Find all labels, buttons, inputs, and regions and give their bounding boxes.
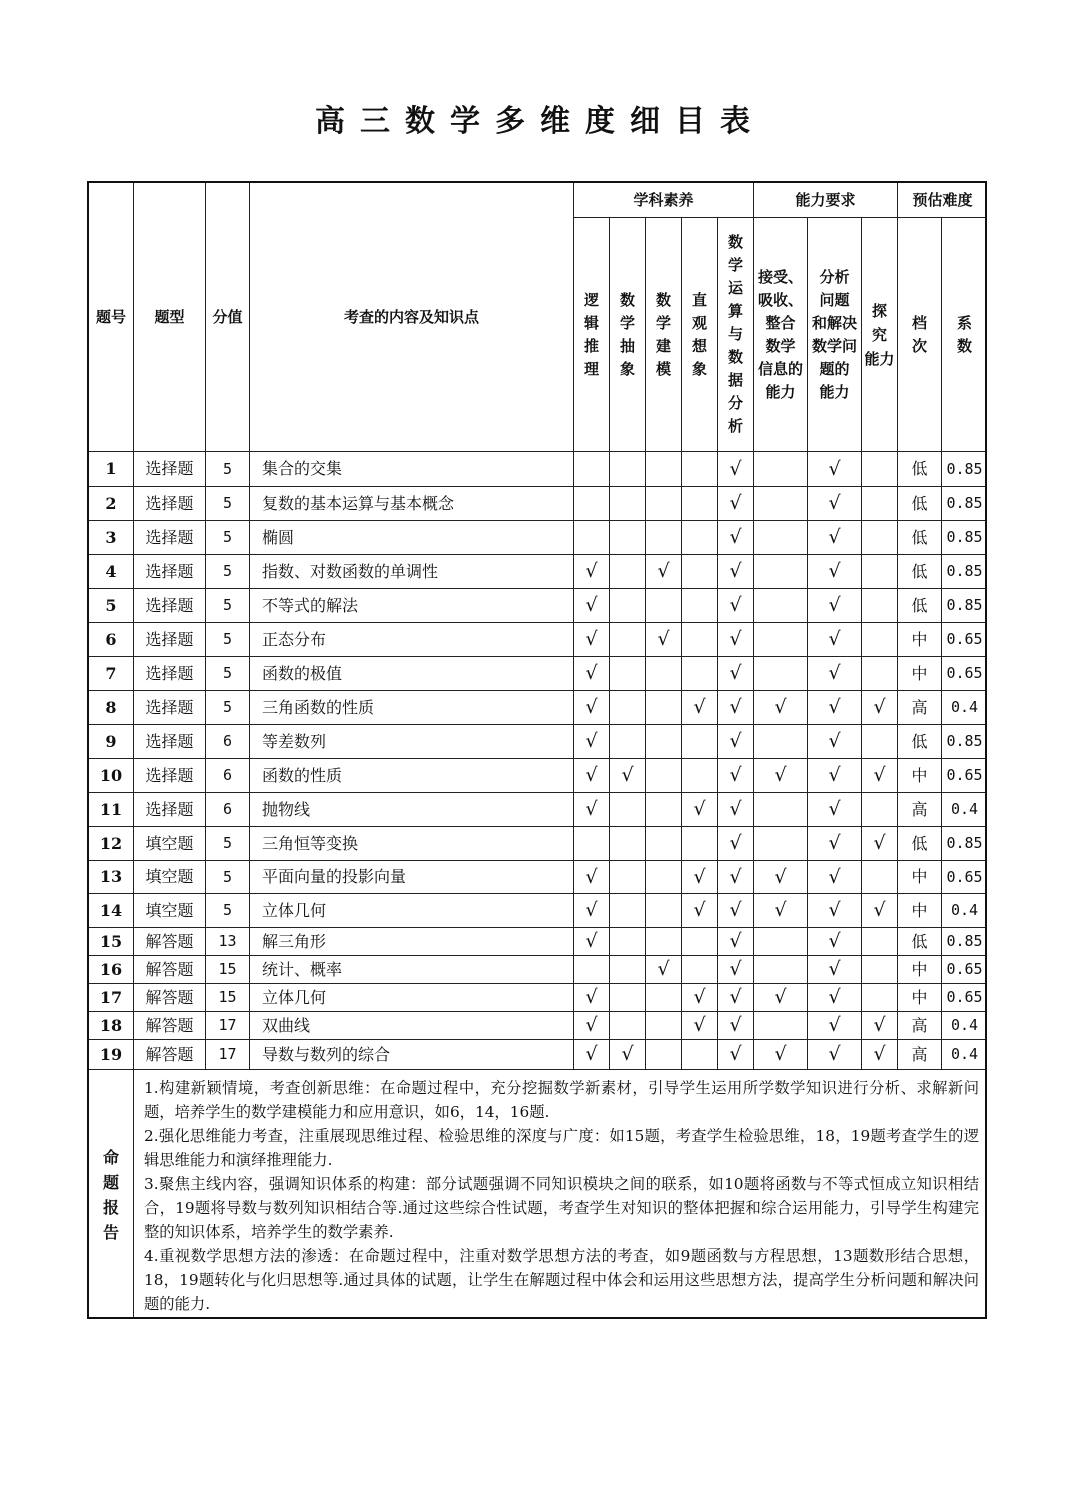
check-mark-logic: √ [574,793,610,827]
check-cell-info-ability [754,452,808,487]
report-paragraph: 3.聚焦主线内容，强调知识体系的构建：部分试题强调不同知识模块之间的联系，如10题将函数与不等式恒成立知识相结合，19题将导数与数列知识相结合等.通过这些综合性试题，考查学生对知识的整体把握和综合运用能力，引导学生构建完整的知识体系，培养学生的数学素养. [144,1175,979,1241]
row-number: 4 [89,555,134,589]
check-cell-intuition [682,487,718,521]
check-mark-explore: √ [862,827,898,861]
row-level: 低 [898,521,942,555]
check-cell-modeling [646,928,682,956]
report-paragraph: 4.重视数学思想方法的渗透：在命题过程中，注重对数学思想方法的考查，如9题函数与方程思想，13题数形结合思想，18，19题转化与化归思想等.通过具体的试题，让学生在解题过程中体会和运用这些思想方法，提高学生分析问题和解决问题的能力. [144,1247,979,1313]
check-mark-intuition: √ [682,1012,718,1040]
check-cell-abstraction [610,691,646,725]
row-coef: 0.65 [942,984,987,1012]
report-paragraph: 1.构建新颖情境，考查创新思维：在命题过程中，充分挖掘数学新素材，引导学生运用所学数学知识进行分析、求解新问题，培养学生的数学建模能力和应用意识，如6，14，16题. [144,1079,979,1121]
check-cell-abstraction [610,521,646,555]
header-sub-modeling: 数 学 建 模 [646,218,682,452]
row-coef: 0.65 [942,861,987,894]
row-number: 17 [89,984,134,1012]
row-score: 5 [206,452,250,487]
check-cell-abstraction [610,555,646,589]
check-mark-logic: √ [574,759,610,793]
check-cell-intuition [682,555,718,589]
check-cell-explore [862,793,898,827]
row-score: 5 [206,589,250,623]
check-cell-modeling [646,521,682,555]
check-mark-computation: √ [718,555,754,589]
check-mark-problem-ability: √ [808,984,862,1012]
check-cell-intuition [682,452,718,487]
check-mark-problem-ability: √ [808,452,862,487]
row-level: 中 [898,956,942,984]
row-coef: 0.4 [942,691,987,725]
check-cell-abstraction [610,725,646,759]
check-mark-computation: √ [718,956,754,984]
row-number: 14 [89,894,134,928]
check-mark-explore: √ [862,1012,898,1040]
row-content: 双曲线 [250,1012,574,1040]
check-mark-explore: √ [862,691,898,725]
check-mark-problem-ability: √ [808,894,862,928]
row-type: 选择题 [134,487,206,521]
row-score: 13 [206,928,250,956]
check-mark-computation: √ [718,793,754,827]
check-cell-intuition [682,657,718,691]
row-coef: 0.4 [942,1040,987,1070]
check-mark-logic: √ [574,894,610,928]
check-cell-info-ability [754,725,808,759]
check-cell-logic [574,956,610,984]
check-mark-computation: √ [718,861,754,894]
row-content: 统计、概率 [250,956,574,984]
check-mark-intuition: √ [682,691,718,725]
row-content: 三角函数的性质 [250,691,574,725]
row-level: 高 [898,1012,942,1040]
check-cell-abstraction [610,956,646,984]
check-cell-intuition [682,725,718,759]
row-score: 5 [206,487,250,521]
row-level: 低 [898,725,942,759]
check-cell-explore [862,928,898,956]
row-number: 3 [89,521,134,555]
check-mark-logic: √ [574,589,610,623]
row-content: 等差数列 [250,725,574,759]
report-paragraph: 2.强化思维能力考查，注重展现思维过程、检验思维的深度与广度：如15题，考查学生检验思维，18，19题考查学生的逻辑思维能力和演绎推理能力. [144,1127,979,1169]
row-number: 2 [89,487,134,521]
check-cell-modeling [646,894,682,928]
check-cell-modeling [646,657,682,691]
row-score: 5 [206,555,250,589]
row-number: 15 [89,928,134,956]
check-cell-modeling [646,452,682,487]
check-cell-modeling [646,984,682,1012]
check-cell-abstraction [610,589,646,623]
row-number: 9 [89,725,134,759]
row-score: 5 [206,657,250,691]
check-cell-modeling [646,1012,682,1040]
check-cell-abstraction [610,487,646,521]
row-type: 填空题 [134,894,206,928]
row-coef: 0.85 [942,725,987,759]
row-level: 高 [898,691,942,725]
check-mark-problem-ability: √ [808,1012,862,1040]
check-mark-explore: √ [862,1040,898,1070]
check-mark-logic: √ [574,657,610,691]
check-mark-problem-ability: √ [808,928,862,956]
row-type: 选择题 [134,452,206,487]
row-coef: 0.85 [942,928,987,956]
row-level: 高 [898,1040,942,1070]
row-content: 抛物线 [250,793,574,827]
row-type: 选择题 [134,657,206,691]
check-cell-explore [862,861,898,894]
check-mark-info-ability: √ [754,984,808,1012]
check-cell-logic [574,452,610,487]
check-mark-problem-ability: √ [808,793,862,827]
check-mark-problem-ability: √ [808,623,862,657]
row-coef: 0.4 [942,793,987,827]
check-mark-computation: √ [718,521,754,555]
row-level: 中 [898,894,942,928]
row-score: 5 [206,691,250,725]
check-cell-modeling [646,759,682,793]
header-sub-abstraction: 数 学 抽 象 [610,218,646,452]
check-mark-computation: √ [718,657,754,691]
header-group-literacy: 学科素养 [574,183,754,218]
check-mark-info-ability: √ [754,759,808,793]
row-content: 正态分布 [250,623,574,657]
row-coef: 0.65 [942,759,987,793]
row-level: 低 [898,555,942,589]
check-cell-info-ability [754,956,808,984]
row-type: 选择题 [134,589,206,623]
check-cell-abstraction [610,894,646,928]
row-coef: 0.65 [942,956,987,984]
report-body [134,1070,987,1319]
row-level: 中 [898,984,942,1012]
row-level: 中 [898,759,942,793]
check-cell-modeling [646,861,682,894]
check-mark-problem-ability: √ [808,657,862,691]
detail-table [87,181,987,1319]
header-sub-coef: 系 数 [942,218,987,452]
row-type: 选择题 [134,691,206,725]
row-content: 不等式的解法 [250,589,574,623]
check-mark-intuition: √ [682,984,718,1012]
check-cell-abstraction [610,861,646,894]
check-mark-problem-ability: √ [808,1040,862,1070]
check-cell-explore [862,521,898,555]
row-score: 5 [206,894,250,928]
check-mark-problem-ability: √ [808,725,862,759]
check-cell-explore [862,555,898,589]
check-mark-problem-ability: √ [808,691,862,725]
check-mark-computation: √ [718,452,754,487]
check-mark-computation: √ [718,1012,754,1040]
row-number: 11 [89,793,134,827]
row-level: 低 [898,452,942,487]
check-cell-intuition [682,623,718,657]
row-level: 低 [898,487,942,521]
row-content: 立体几何 [250,894,574,928]
check-cell-modeling [646,793,682,827]
row-coef: 0.85 [942,521,987,555]
check-mark-intuition: √ [682,861,718,894]
check-cell-info-ability [754,487,808,521]
row-type: 选择题 [134,623,206,657]
check-cell-explore [862,589,898,623]
header-content: 考查的内容及知识点 [250,183,574,452]
row-coef: 0.85 [942,555,987,589]
row-score: 15 [206,984,250,1012]
header-sub-level: 档 次 [898,218,942,452]
check-cell-info-ability [754,928,808,956]
row-type: 填空题 [134,861,206,894]
check-cell-modeling [646,827,682,861]
report-label: 命 题 报 告 [89,1070,134,1319]
row-coef: 0.85 [942,827,987,861]
check-mark-logic: √ [574,984,610,1012]
check-cell-explore [862,725,898,759]
check-mark-explore: √ [862,759,898,793]
header-sub-logic: 逻 辑 推 理 [574,218,610,452]
row-content: 函数的性质 [250,759,574,793]
row-type: 解答题 [134,956,206,984]
check-mark-problem-ability: √ [808,589,862,623]
row-coef: 0.65 [942,657,987,691]
header-sub-explore: 探 究 能力 [862,218,898,452]
check-cell-explore [862,657,898,691]
check-cell-explore [862,487,898,521]
row-coef: 0.85 [942,589,987,623]
row-type: 解答题 [134,984,206,1012]
row-number: 13 [89,861,134,894]
header-score: 分值 [206,183,250,452]
check-mark-modeling: √ [646,555,682,589]
row-number: 1 [89,452,134,487]
row-score: 5 [206,827,250,861]
check-cell-explore [862,623,898,657]
row-level: 中 [898,623,942,657]
row-type: 解答题 [134,1012,206,1040]
row-level: 中 [898,861,942,894]
row-content: 三角恒等变换 [250,827,574,861]
row-number: 19 [89,1040,134,1070]
header-qtype: 题型 [134,183,206,452]
row-level: 高 [898,793,942,827]
row-type: 选择题 [134,555,206,589]
check-mark-logic: √ [574,1012,610,1040]
check-mark-computation: √ [718,984,754,1012]
row-type: 选择题 [134,521,206,555]
check-cell-modeling [646,691,682,725]
row-type: 选择题 [134,725,206,759]
check-mark-intuition: √ [682,793,718,827]
check-mark-computation: √ [718,827,754,861]
check-cell-intuition [682,827,718,861]
row-type: 选择题 [134,793,206,827]
row-level: 低 [898,589,942,623]
check-cell-info-ability [754,589,808,623]
check-mark-logic: √ [574,555,610,589]
check-mark-computation: √ [718,928,754,956]
row-score: 17 [206,1040,250,1070]
check-mark-explore: √ [862,894,898,928]
check-mark-computation: √ [718,487,754,521]
check-mark-problem-ability: √ [808,759,862,793]
row-number: 18 [89,1012,134,1040]
row-score: 6 [206,759,250,793]
check-cell-info-ability [754,1012,808,1040]
check-mark-info-ability: √ [754,894,808,928]
check-cell-info-ability [754,793,808,827]
check-mark-computation: √ [718,589,754,623]
row-coef: 0.4 [942,1012,987,1040]
header-qno: 题号 [89,183,134,452]
row-number: 7 [89,657,134,691]
check-mark-problem-ability: √ [808,827,862,861]
row-score: 15 [206,956,250,984]
check-mark-computation: √ [718,1040,754,1070]
header-sub-intuition: 直 观 想 象 [682,218,718,452]
check-mark-logic: √ [574,1040,610,1070]
row-type: 选择题 [134,759,206,793]
check-cell-modeling [646,1040,682,1070]
row-type: 填空题 [134,827,206,861]
check-cell-intuition [682,928,718,956]
row-content: 集合的交集 [250,452,574,487]
check-cell-abstraction [610,452,646,487]
check-cell-modeling [646,725,682,759]
row-coef: 0.4 [942,894,987,928]
check-mark-problem-ability: √ [808,521,862,555]
header-group-difficulty: 预估难度 [898,183,987,218]
header-sub-info-ability: 接受、 吸收、 整合 数学 信息的 能力 [754,218,808,452]
row-level: 低 [898,827,942,861]
check-cell-info-ability [754,827,808,861]
check-mark-problem-ability: √ [808,956,862,984]
check-cell-abstraction [610,793,646,827]
check-cell-logic [574,827,610,861]
row-score: 5 [206,521,250,555]
check-mark-info-ability: √ [754,861,808,894]
row-coef: 0.85 [942,487,987,521]
check-mark-logic: √ [574,725,610,759]
check-cell-abstraction [610,623,646,657]
check-cell-explore [862,984,898,1012]
check-cell-abstraction [610,928,646,956]
row-number: 6 [89,623,134,657]
check-cell-info-ability [754,657,808,691]
check-mark-problem-ability: √ [808,487,862,521]
row-content: 解三角形 [250,928,574,956]
check-mark-info-ability: √ [754,691,808,725]
row-number: 8 [89,691,134,725]
check-cell-abstraction [610,827,646,861]
row-content: 复数的基本运算与基本概念 [250,487,574,521]
check-cell-intuition [682,589,718,623]
row-type: 解答题 [134,928,206,956]
check-cell-abstraction [610,984,646,1012]
page-title: 高三数学多维度细目表 [315,104,765,139]
row-content: 函数的极值 [250,657,574,691]
check-cell-explore [862,956,898,984]
check-mark-computation: √ [718,691,754,725]
check-mark-modeling: √ [646,956,682,984]
check-cell-modeling [646,487,682,521]
check-mark-intuition: √ [682,894,718,928]
check-mark-problem-ability: √ [808,555,862,589]
check-cell-logic [574,521,610,555]
check-cell-modeling [646,589,682,623]
check-mark-info-ability: √ [754,1040,808,1070]
row-number: 12 [89,827,134,861]
row-content: 平面向量的投影向量 [250,861,574,894]
check-cell-explore [862,452,898,487]
check-cell-logic [574,487,610,521]
row-score: 17 [206,1012,250,1040]
row-level: 中 [898,657,942,691]
check-mark-modeling: √ [646,623,682,657]
row-level: 低 [898,928,942,956]
check-mark-logic: √ [574,623,610,657]
row-content: 立体几何 [250,984,574,1012]
row-score: 5 [206,861,250,894]
check-mark-logic: √ [574,861,610,894]
row-coef: 0.65 [942,623,987,657]
row-type: 解答题 [134,1040,206,1070]
row-content: 指数、对数函数的单调性 [250,555,574,589]
check-mark-computation: √ [718,759,754,793]
row-number: 16 [89,956,134,984]
row-content: 导数与数列的综合 [250,1040,574,1070]
check-mark-logic: √ [574,691,610,725]
row-number: 10 [89,759,134,793]
check-mark-abstraction: √ [610,1040,646,1070]
check-mark-abstraction: √ [610,759,646,793]
check-mark-computation: √ [718,725,754,759]
row-content: 椭圆 [250,521,574,555]
check-cell-abstraction [610,1012,646,1040]
check-cell-abstraction [610,657,646,691]
check-cell-intuition [682,521,718,555]
row-coef: 0.85 [942,452,987,487]
check-cell-info-ability [754,623,808,657]
check-cell-intuition [682,1040,718,1070]
row-score: 5 [206,623,250,657]
check-cell-intuition [682,956,718,984]
check-cell-info-ability [754,521,808,555]
check-mark-logic: √ [574,928,610,956]
check-mark-problem-ability: √ [808,861,862,894]
check-cell-info-ability [754,555,808,589]
header-sub-computation: 数 学 运 算 与 数 据 分 析 [718,218,754,452]
row-score: 6 [206,725,250,759]
check-mark-computation: √ [718,623,754,657]
check-cell-intuition [682,759,718,793]
row-number: 5 [89,589,134,623]
header-sub-problem-ability: 分析 问题 和解决 数学问 题的 能力 [808,218,862,452]
check-mark-computation: √ [718,894,754,928]
header-group-ability: 能力要求 [754,183,898,218]
row-score: 6 [206,793,250,827]
